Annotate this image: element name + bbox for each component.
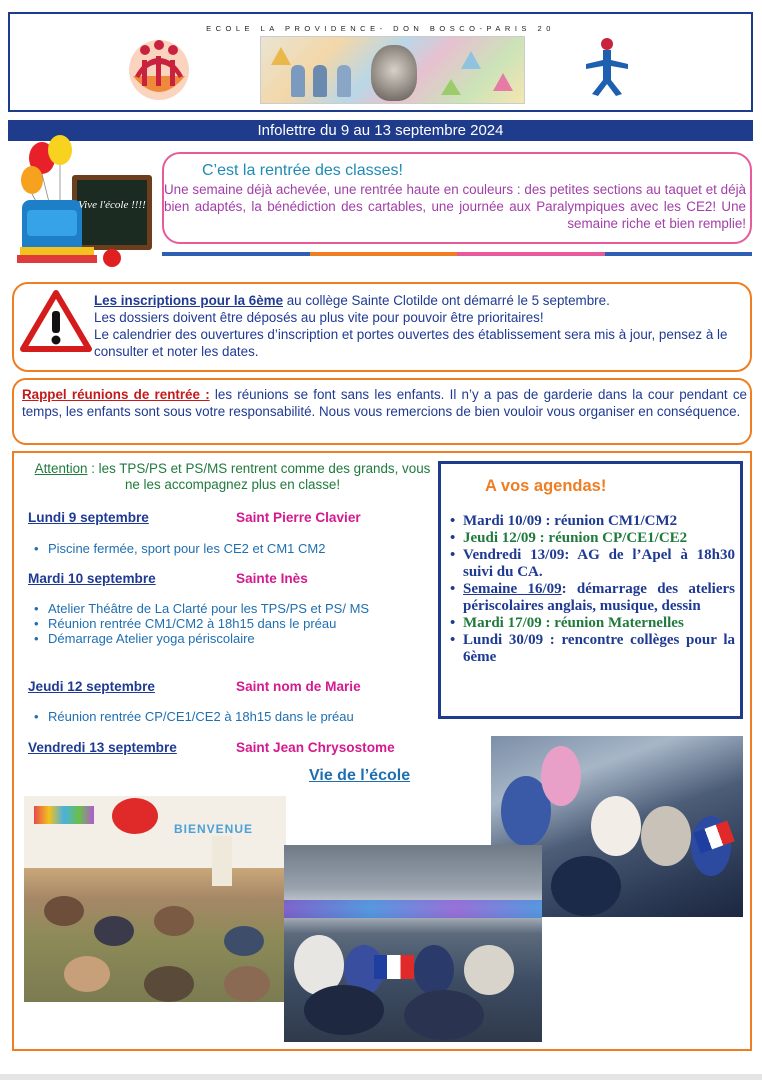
agenda-item-week: Semaine 16/09 — [463, 581, 562, 597]
list-item: • Réunion rentrée CP/CE1/CE2 à 18h15 dans le préau — [32, 709, 432, 724]
list-item: • Piscine fermée, sport pour les CE2 et CM1 CM2 — [32, 541, 432, 556]
day-saint: Saint Pierre Clavier — [236, 510, 361, 525]
page-bottom-edge — [0, 1074, 762, 1080]
rentree-title: C’est la rentrée des classes! — [202, 162, 403, 179]
inscriptions-line1: au collège Sainte Clotilde ont démarré le 5 septembre. — [283, 293, 610, 308]
vie-ecole-heading: Vie de l’école — [309, 767, 411, 784]
day-saint: Sainte Inès — [236, 571, 308, 586]
school-name: ECOLE LA PROVIDENCE- DON BOSCO-PARIS 20 — [206, 24, 555, 33]
rappel-heading: Rappel réunions de rentrée : — [22, 387, 210, 402]
attention-text: : les TPS/PS et PS/MS rentrent comme des grands, vous ne les accompagnez plus en classe! — [87, 461, 431, 492]
day-heading: Vendredi 13 septembre — [28, 740, 177, 755]
day-heading: Mardi 10 septembre — [28, 571, 156, 586]
agenda-item: • Jeudi 12/09 : réunion CP/CE1/CE2 — [445, 530, 735, 547]
list-item: • Réunion rentrée CM1/CM2 à 18h15 dans le préau — [32, 616, 432, 631]
attention-heading: Attention — [34, 461, 88, 476]
day-saint: Saint nom de Marie — [236, 679, 361, 694]
day-events — [32, 601, 432, 646]
list-item: • Démarrage Atelier yoga périscolaire — [32, 631, 432, 646]
inscriptions-line2: Les dossiers doivent être déposés au plus vite pour pouvoir être prioritaires! — [94, 310, 544, 325]
portrait-image — [371, 45, 417, 101]
agenda-item: • Mardi 10/09 : réunion CM1/CM2 — [445, 513, 735, 530]
agenda-list — [445, 513, 735, 666]
day-events — [32, 709, 432, 724]
agenda-item-detail: : démarrage des ateliers périscolaires anglais, musique, dessin — [463, 581, 735, 614]
newsletter-title: Infolettre du 9 au 13 septembre 2024 — [8, 120, 753, 141]
day-events — [32, 541, 432, 556]
paralympics-photo — [284, 845, 542, 1042]
bienvenue-sign: BIENVENUE — [174, 822, 254, 836]
list-item: • Atelier Théâtre de La Clarté pour les TPS/PS et PS/ MS — [32, 601, 432, 616]
inscriptions-heading: Les inscriptions pour la 6ème — [94, 293, 284, 308]
agenda-title: A vos agendas! — [485, 477, 607, 495]
rappel-box — [12, 378, 752, 445]
inscriptions-box — [12, 282, 752, 372]
agenda-item: • Lundi 30/09 : rencontre collèges pour la 6ème — [445, 632, 735, 666]
school-logo-icon — [123, 36, 195, 104]
rentree-text: Une semaine déjà achevée, une rentrée haute en couleurs : des petites sections au taquet et déjà bien adaptés, la bénédiction des cartables, une journée aux Paralympiques avec les CE2! Une semaine riche et bien remplie! — [164, 182, 746, 231]
attention-note — [30, 461, 435, 493]
header — [8, 12, 753, 112]
classroom-photo — [24, 796, 286, 1002]
agenda-item — [445, 581, 735, 615]
rentree-box — [162, 152, 752, 244]
day-heading: Jeudi 12 septembre — [28, 679, 155, 694]
color-divider — [162, 252, 752, 256]
cross-logo-icon — [582, 36, 632, 98]
day-saint: Saint Jean Chrysostome — [236, 740, 395, 755]
inscriptions-line3: Le calendrier des ouvertures d’inscription et portes ouvertes des établissement sera mis à jour, pensez à le consulter et noter les dates. — [94, 327, 728, 359]
rappel-body: les réunions se font sans les enfants. Il n’y a pas de garderie dans la cour pendant ce temps, les enfants sont sous votre responsabilité. Nous vous remercions de bien vouloir vous organiser en conséquence. — [22, 387, 747, 419]
agenda-item: • Vendredi 13/09: AG de l’Apel à 18h30 suivi du CA. — [445, 547, 735, 581]
inscriptions-text — [94, 292, 746, 360]
warning-icon — [20, 289, 92, 353]
day-heading: Lundi 9 septembre — [28, 510, 149, 525]
agenda-box — [438, 461, 743, 719]
agenda-item: • Mardi 17/09 : réunion Maternelles — [445, 615, 735, 632]
chalkboard-text: Vive l'école !!!! — [78, 199, 146, 211]
rappel-text — [22, 386, 747, 420]
back-to-school-illustration — [12, 130, 160, 275]
banner-image — [260, 36, 525, 104]
